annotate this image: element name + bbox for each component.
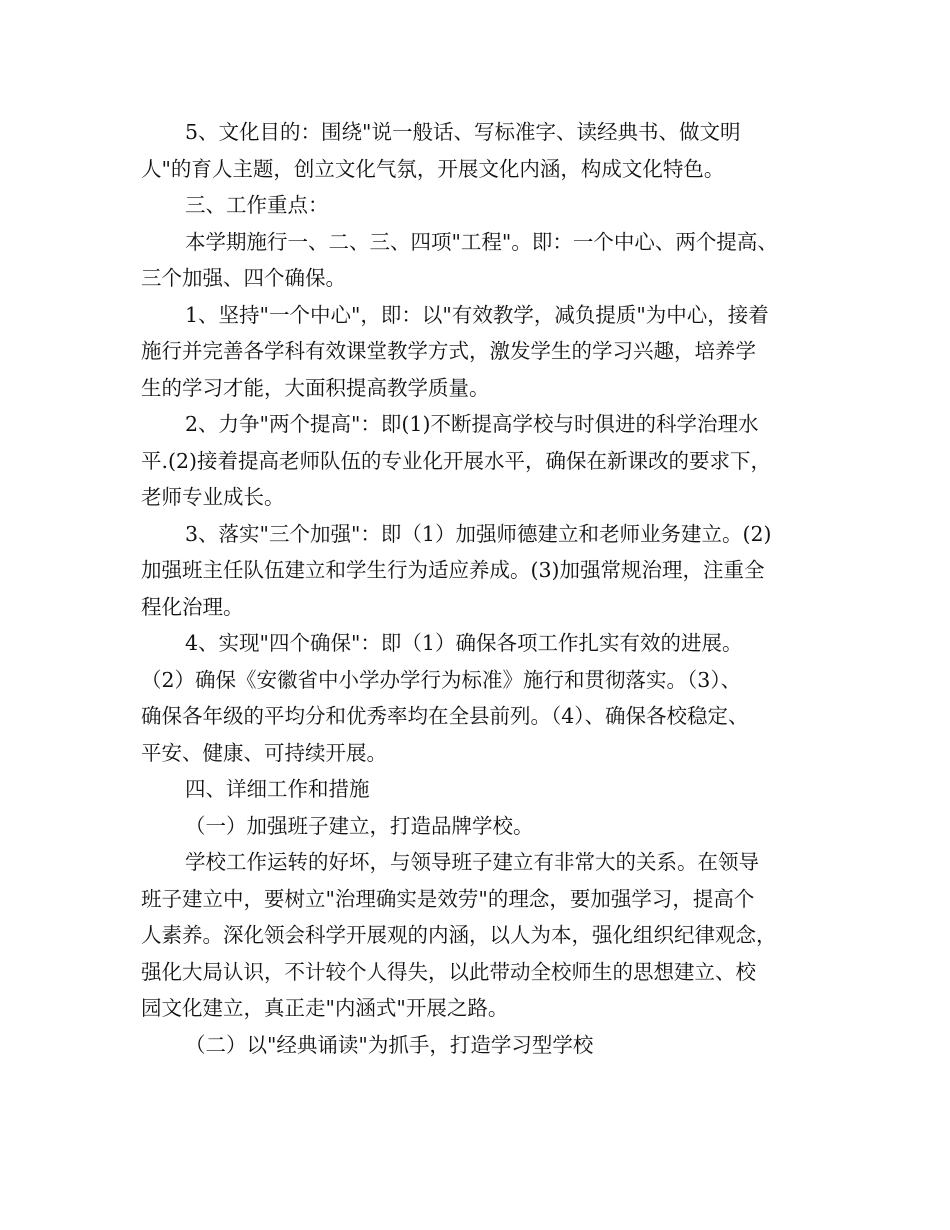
- text-line: 5、文化目的：围绕"说一般话、写标准字、读经典书、做文明: [185, 120, 741, 144]
- text-line: 生的学习才能，大面积提高教学质量。: [141, 375, 490, 400]
- subheading-leadership: [141, 808, 821, 845]
- paragraph-leadership: [141, 844, 821, 1027]
- text-line: 确保各年级的平均分和优秀率均在全县前列。（4）、确保各校稳定、: [141, 704, 749, 728]
- text-line: 本学期施行一、二、三、四项"工程"。即：一个中心、两个提高、: [185, 229, 778, 254]
- heading-detailed-measures: [141, 771, 821, 808]
- paragraph-one-center: [141, 297, 821, 407]
- text-line: 平安、健康、可持续开展。: [141, 740, 387, 765]
- text-line: 1、坚持"一个中心"，即：以"有效教学，减负提质"为中心，接着: [185, 302, 769, 327]
- paragraph-culture-goal: [141, 114, 821, 187]
- text-line: 平.(2)接着提高老师队伍的专业化开展水平，确保在新课改的要求下，: [141, 448, 772, 473]
- text-line: 班子建立中，要树立"治理确实是效劳"的理念，要加强学习，提高个: [141, 886, 755, 911]
- subsection-heading: （一）加强班子建立，打造品牌学校。: [185, 813, 534, 838]
- paragraph-three-strengthen: [141, 516, 821, 626]
- paragraph-four-ensures: [141, 625, 821, 771]
- text-line: 人素养。深化领会科学开展观的内涵，以人为本，强化组织纪律观念，: [141, 923, 777, 947]
- paragraph-two-improvements: [141, 406, 821, 516]
- text-line: 3、落实"三个加强"：即（1）加强师德建立和老师业务建立。(2): [185, 521, 772, 546]
- text-line: 老师专业成长。: [141, 485, 285, 509]
- text-line: 学校工作运转的好坏，与领导班子建立有非常大的关系。在领导: [185, 850, 759, 874]
- text-line: 施行并完善各学科有效课堂教学方式，激发学生的学习兴趣，培养学: [141, 339, 756, 363]
- text-line: 程化治理。: [141, 594, 244, 619]
- paragraph-four-projects: [141, 224, 821, 297]
- text-line: 人"的育人主题，创立文化气氛，开展文化内涵，构成文化特色。: [141, 156, 725, 181]
- document-page: [141, 114, 821, 1063]
- text-line: 园文化建立，真正走"内涵式"开展之路。: [141, 996, 509, 1020]
- text-line: 2、力争"两个提高"：即(1)不断提高学校与时俱进的科学治理水: [185, 412, 759, 436]
- text-line: 强化大局认识，不计较个人得失，以此带动全校师生的思想建立、校: [141, 959, 756, 984]
- text-line: 加强班主任队伍建立和学生行为适应养成。(3)加强常规治理，注重全: [141, 558, 765, 582]
- text-line: 4、实现"四个确保"：即（1）确保各项工作扎实有效的进展。: [185, 631, 743, 655]
- subsection-heading: （二）以"经典诵读"为抓手，打造学习型学校: [185, 1032, 594, 1057]
- text-line: （2）确保《安徽省中小学办学行为标准》施行和贯彻落实。（3）、: [141, 667, 742, 692]
- subheading-classic-reading: [141, 1027, 821, 1064]
- text-line: 三个加强、四个确保。: [141, 266, 346, 290]
- section-heading: 三、工作重点：: [185, 193, 329, 217]
- heading-work-focus: [141, 187, 821, 224]
- section-heading: 四、详细工作和措施: [185, 777, 370, 801]
